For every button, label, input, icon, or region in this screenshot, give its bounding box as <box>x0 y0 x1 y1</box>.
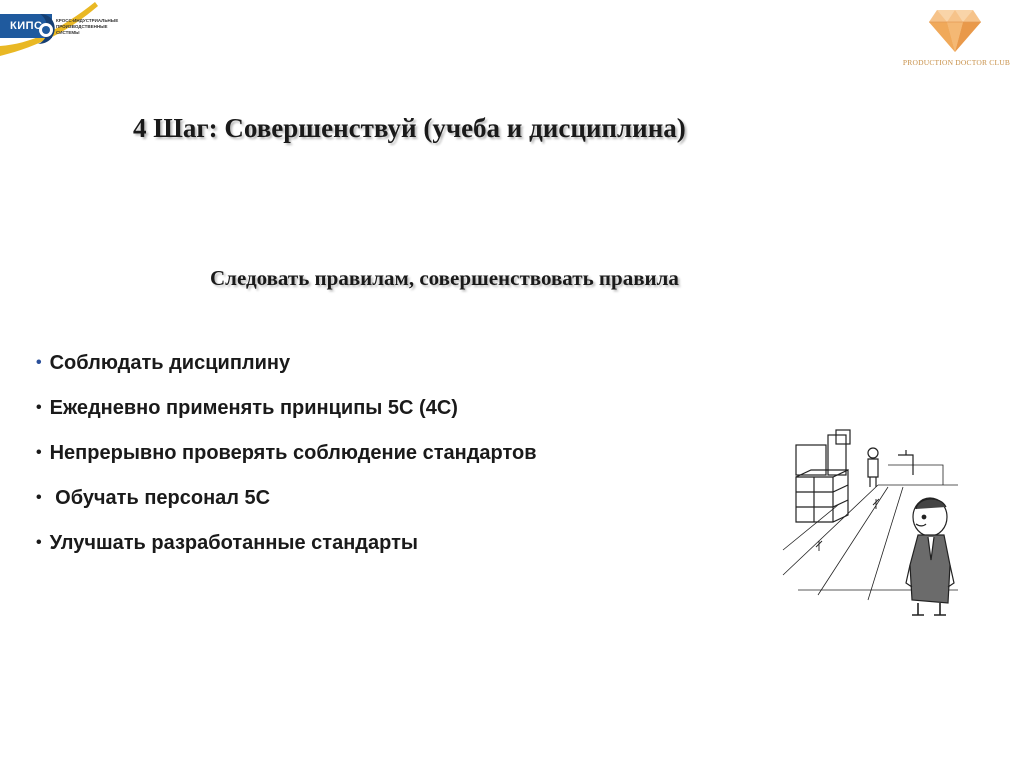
logo-right-text: PRODUCTION DOCTOR CLUB <box>902 58 1011 67</box>
bullet-dot: • <box>36 489 42 506</box>
logo-left-tagline: КРОСС-ИНДУСТРИАЛЬНЫЕ ПРОИЗВОДСТВЕННЫЕ СИСТЕМЫ <box>56 18 119 35</box>
bullet-text: Соблюдать дисциплину <box>49 352 291 374</box>
list-item <box>36 350 537 395</box>
bullet-dot: • <box>36 444 42 461</box>
warehouse-worker-illustration <box>778 425 963 620</box>
bullet-dot: • <box>36 534 42 551</box>
list-item <box>36 485 537 530</box>
bullet-list <box>36 350 537 575</box>
bullet-dot: • <box>36 354 42 371</box>
logo-left-brand: КИПС <box>10 20 43 32</box>
bullet-text: Улучшать разработанные стандарты <box>49 532 418 554</box>
slide-subtitle: Следовать правилам, совершенствовать правила <box>210 266 679 290</box>
bullet-text: Непрерывно проверять соблюдение стандартов <box>49 442 537 464</box>
diamond-icon <box>927 6 983 56</box>
bullet-dot: • <box>36 399 42 416</box>
warehouse-sketch-icon <box>778 425 963 620</box>
kips-logo <box>0 0 125 60</box>
list-item <box>36 395 537 440</box>
diamond-logo <box>894 0 1024 78</box>
bullet-text: Обучать персонал 5С <box>49 487 271 509</box>
slide-title: 4 Шаг: Совершенствуй (учеба и дисциплина) <box>133 113 686 143</box>
list-item <box>36 530 537 575</box>
list-item <box>36 440 537 485</box>
bullet-text: Ежедневно применять принципы 5С (4С) <box>49 397 458 419</box>
